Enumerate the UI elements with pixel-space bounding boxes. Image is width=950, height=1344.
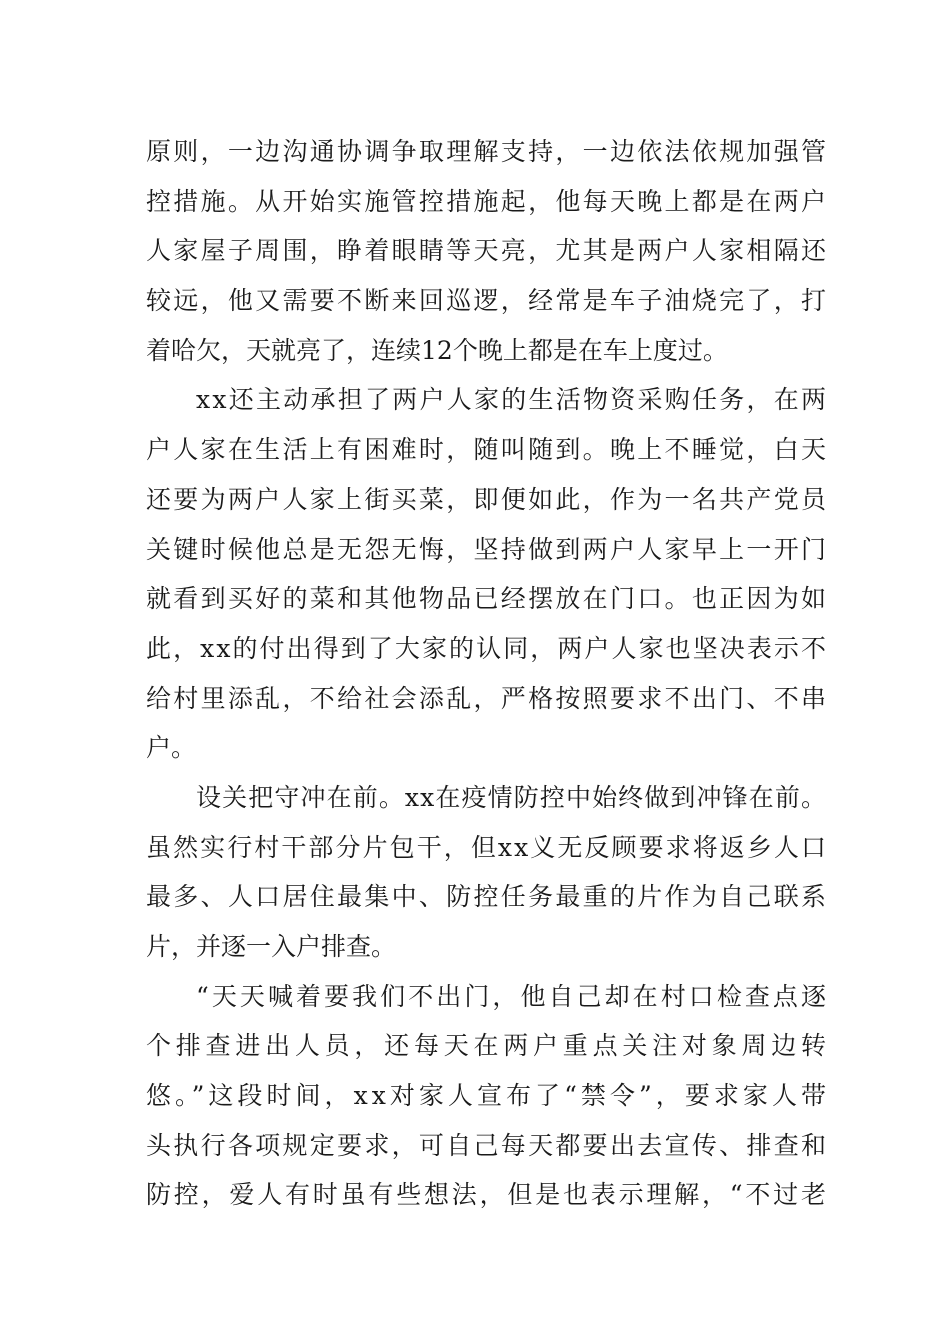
text-line: 户。 — [146, 733, 197, 763]
text-line: 原则，一边沟通协调争取理解支持，一边依法依规加强管 — [146, 137, 829, 166]
text-line: 最多、人口居住最集中、防控任务最重的片作为自己联系 — [146, 882, 829, 912]
text-line: 较远，他又需要不断来回巡逻，经常是车子油烧完了，打 — [146, 286, 829, 316]
text-line: 虽然实行村干部分片包干，但xx义无反顾要求将返乡人口 — [146, 832, 829, 862]
text-line: 着哈欠，天就亮了，连续12个晚上都是在车上度过。 — [146, 335, 728, 365]
text-line: 设关把守冲在前。xx在疫情防控中始终做到冲锋在前。 — [196, 782, 828, 812]
text-line: 给村里添乱，不给社会添乱，严格按照要求不出门、不串 — [146, 683, 829, 713]
text-line: “天天喊着要我们不出门，他自己却在村口检查点逐 — [196, 981, 830, 1011]
text-line: 人家屋子周围，睁着眼睛等天亮，尤其是两户人家相隔还 — [146, 236, 829, 266]
text-line: 此，xx的付出得到了大家的认同，两户人家也坚决表示不 — [146, 633, 829, 663]
text-line: xx还主动承担了两户人家的生活物资采购任务，在两 — [196, 385, 829, 415]
document-body — [146, 127, 831, 1220]
text-line: 控措施。从开始实施管控措施起，他每天晚上都是在两户 — [146, 186, 829, 216]
text-line: 就看到买好的菜和其他物品已经摆放在门口。也正因为如 — [146, 584, 829, 614]
text-line: 个排查进出人员，还每天在两户重点关注对象周边转 — [146, 1031, 831, 1061]
text-line: 悠。”这段时间，xx对家人宣布了“禁令”，要求家人带 — [146, 1081, 831, 1111]
text-line: 户人家在生活上有困难时，随叫随到。晚上不睡觉，白天 — [146, 435, 829, 465]
text-line: 头执行各项规定要求，可自己每天都要出去宣传、排查和 — [146, 1130, 829, 1160]
text-line: 防控，爱人有时虽有些想法，但是也表示理解，“不过老 — [146, 1180, 829, 1210]
text-line: 还要为两户人家上街买菜，即便如此，作为一名共产党员 — [146, 484, 829, 514]
text-line: 片，并逐一入户排查。 — [146, 932, 397, 961]
text-line: 关键时候他总是无怨无悔，坚持做到两户人家早上一开门 — [146, 534, 829, 564]
